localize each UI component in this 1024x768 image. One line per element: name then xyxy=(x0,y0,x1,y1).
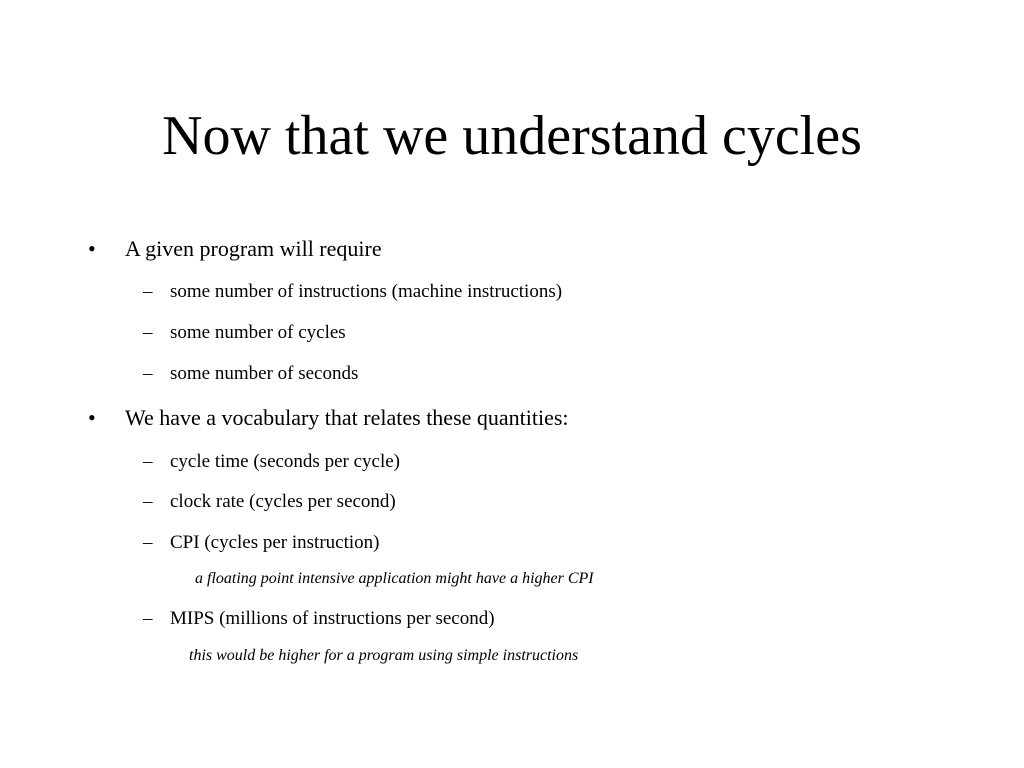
sub-bullet-text: clock rate (cycles per second) xyxy=(170,491,396,512)
bullet-marker: • xyxy=(88,236,96,261)
bullet-text: A given program will require xyxy=(125,236,382,261)
sub-bullet-text: some number of cycles xyxy=(170,322,346,343)
sub-bullet-text: CPI (cycles per instruction) xyxy=(170,532,380,553)
sub-bullet-text: some number of instructions (machine instructions) xyxy=(170,281,563,302)
sub-bullet-dash: – xyxy=(143,608,153,629)
sub-bullet-dash: – xyxy=(143,532,153,553)
sub-bullet-dash: – xyxy=(143,281,153,302)
sub-bullet-text: some number of seconds xyxy=(170,363,359,384)
sub-bullet-dash: – xyxy=(143,451,153,472)
slide-title: Now that we understand cycles xyxy=(162,105,862,167)
sub-bullet-dash: – xyxy=(143,322,153,343)
sub-bullet-dash: – xyxy=(143,363,153,384)
bullet-marker: • xyxy=(88,405,96,430)
sub-bullet-note: a floating point intensive application might have a higher CPI xyxy=(195,570,594,587)
sub-bullet-text: MIPS (millions of instructions per second) xyxy=(170,608,495,629)
sub-bullet-text: cycle time (seconds per cycle) xyxy=(170,451,400,472)
sub-bullet-dash: – xyxy=(143,491,153,512)
bullet-text: We have a vocabulary that relates these quantities: xyxy=(125,405,569,430)
sub-bullet-note: this would be higher for a program using simple instructions xyxy=(189,647,579,664)
